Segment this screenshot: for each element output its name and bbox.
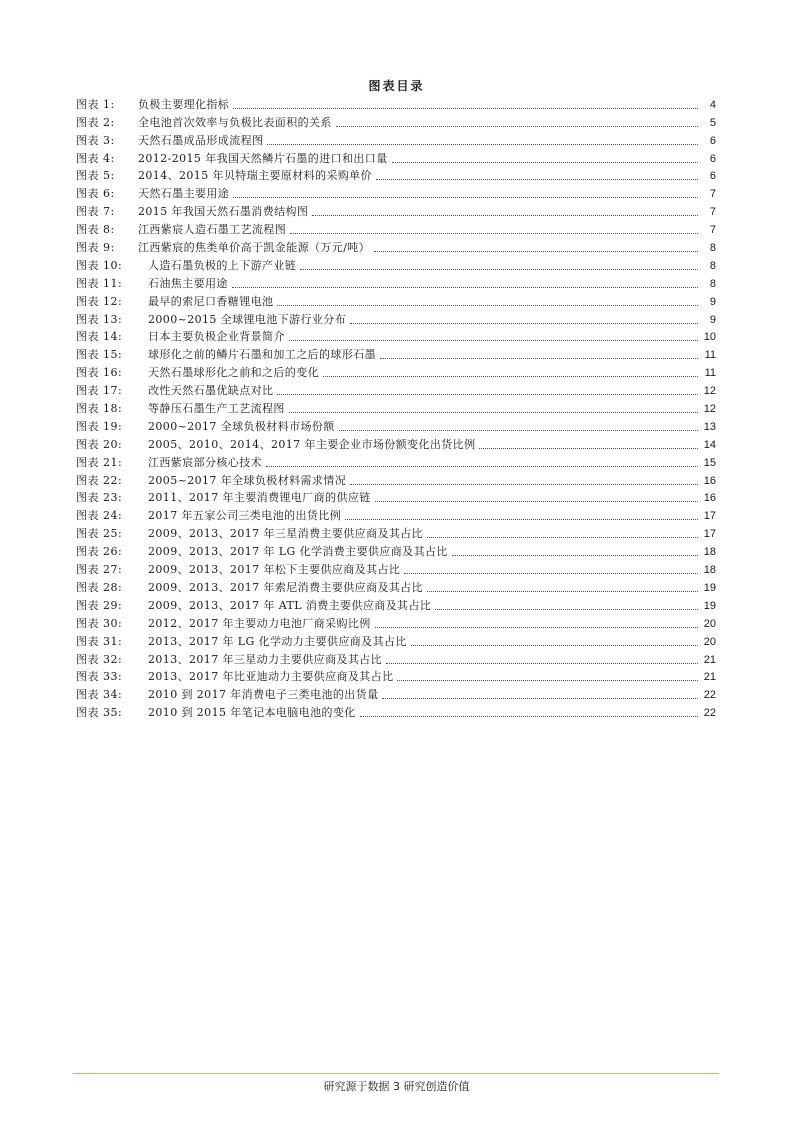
toc-entry-number: 图表 5: — [76, 169, 115, 183]
toc-entry-page: 21 — [703, 671, 716, 684]
toc-entry-number: 图表 28: — [76, 580, 123, 594]
footer-text: 研究源于数据 3 研究创造价值 — [323, 1080, 470, 1093]
dot-leader — [312, 214, 698, 216]
toc-entry[interactable] — [76, 273, 716, 291]
toc-entry-title: 最早的索尼口香糖锂电池 — [138, 295, 275, 309]
toc-entry-title: 2010 到 2015 年笔记本电脑电池的变化 — [138, 706, 358, 720]
page-title: 图表目录 — [368, 79, 425, 93]
toc-entry-title: 2009、2013、2017 年松下主要供应商及其占比 — [138, 563, 402, 577]
toc-entry[interactable] — [76, 505, 716, 523]
toc-entry-title: 2012-2015 年我国天然鳞片石墨的进口和出口量 — [138, 151, 388, 165]
toc-entry-number: 图表 6: — [76, 187, 115, 201]
toc-entry-title: 全电池首次效率与负极比表面积的关系 — [138, 115, 332, 129]
toc-entry-title: 2010 到 2017 年消费电子三类电池的出货量 — [138, 688, 380, 702]
toc-entry-page: 11 — [704, 367, 716, 380]
toc-entry-page: 18 — [703, 564, 716, 577]
toc-entry-title: 2013、2017 年三星动力主要供应商及其占比 — [138, 653, 384, 667]
toc-entry-number: 图表 19: — [76, 419, 123, 433]
toc-entry-page: 11 — [704, 349, 716, 362]
dot-leader — [360, 715, 698, 717]
toc-entry-page: 14 — [703, 438, 716, 451]
toc-entry[interactable] — [76, 649, 716, 667]
toc-entry[interactable] — [76, 631, 716, 649]
toc-entry-page: 8 — [709, 259, 716, 272]
table-of-figures — [76, 94, 716, 720]
toc-entry[interactable] — [76, 488, 716, 506]
toc-entry-page: 9 — [709, 313, 716, 326]
toc-entry-page: 4 — [709, 98, 716, 111]
toc-entry-page: 17 — [703, 510, 716, 523]
toc-entry-title: 2005~2017 年全球负极材料需求情况 — [138, 474, 348, 488]
dot-leader — [267, 143, 698, 145]
toc-entry-number: 图表 32: — [76, 652, 123, 666]
dot-leader — [232, 286, 698, 288]
dot-leader — [411, 644, 698, 646]
dot-leader — [233, 196, 698, 198]
toc-entry[interactable] — [76, 380, 716, 398]
toc-entry-title: 人造石墨负极的上下游产业链 — [138, 259, 298, 273]
toc-entry-page: 16 — [703, 474, 716, 487]
dot-leader — [386, 662, 698, 664]
dot-leader — [290, 232, 698, 234]
toc-entry-page: 7 — [709, 188, 716, 201]
toc-entry-number: 图表 25: — [76, 527, 123, 541]
dot-leader — [427, 536, 698, 538]
toc-entry-number: 图表 7: — [76, 205, 115, 219]
toc-entry-number: 图表 2: — [76, 115, 115, 129]
toc-entry[interactable] — [76, 416, 716, 434]
toc-entry-number: 图表 14: — [76, 330, 123, 344]
toc-entry-number: 图表 11: — [76, 276, 123, 290]
toc-entry[interactable] — [76, 130, 716, 148]
toc-entry[interactable] — [76, 667, 716, 685]
toc-entry-number: 图表 30: — [76, 616, 123, 630]
toc-entry-title: 等静压石墨生产工艺流程图 — [138, 402, 287, 416]
toc-entry[interactable] — [76, 183, 716, 201]
toc-entry-number: 图表 29: — [76, 598, 123, 612]
toc-entry-number: 图表 13: — [76, 312, 123, 326]
toc-entry-number: 图表 22: — [76, 473, 123, 487]
toc-entry-page: 13 — [703, 420, 716, 433]
toc-entry-title: 2009、2013、2017 年 ATL 消费主要供应商及其占比 — [138, 599, 433, 613]
toc-entry-number: 图表 16: — [76, 366, 123, 380]
footer-divider — [73, 1073, 719, 1074]
toc-entry-title: 改性天然石墨优缺点对比 — [138, 384, 275, 398]
toc-entry-title: 江西紫宸部分核心技术 — [138, 456, 264, 470]
dot-leader — [435, 608, 698, 610]
dot-leader — [392, 161, 698, 163]
toc-entry-page: 16 — [703, 492, 716, 505]
toc-entry-title: 2009、2013、2017 年三星消费主要供应商及其占比 — [138, 527, 425, 541]
toc-entry-title: 2005、2010、2014、2017 年主要企业市场份额变化出货比例 — [138, 438, 477, 452]
dot-leader — [277, 304, 698, 306]
toc-entry-number: 图表 21: — [76, 455, 123, 469]
toc-entry[interactable] — [76, 255, 716, 273]
toc-entry-number: 图表 10: — [76, 258, 123, 272]
toc-entry[interactable] — [76, 94, 716, 112]
toc-entry-title: 2009、2013、2017 年索尼消费主要供应商及其占比 — [138, 581, 425, 595]
toc-entry[interactable] — [76, 434, 716, 452]
dot-leader — [266, 465, 698, 467]
toc-entry-title: 天然石墨球形化之前和之后的变化 — [138, 366, 321, 380]
toc-entry-title: 2017 年五家公司三类电池的出货比例 — [138, 509, 343, 523]
toc-entry-page: 9 — [709, 295, 716, 308]
toc-entry-page: 20 — [703, 617, 716, 630]
toc-entry[interactable] — [76, 201, 716, 219]
toc-entry[interactable] — [76, 470, 716, 488]
toc-entry-title: 2013、2017 年比亚迪动力主要供应商及其占比 — [138, 670, 395, 684]
dot-leader — [380, 357, 698, 359]
toc-entry-number: 图表 9: — [76, 241, 115, 255]
toc-entry[interactable] — [76, 291, 716, 309]
toc-entry-page: 6 — [709, 152, 716, 165]
toc-entry-page: 15 — [703, 456, 716, 469]
dot-leader — [452, 554, 698, 556]
dot-leader — [300, 268, 698, 270]
toc-entry-page: 20 — [703, 635, 716, 648]
dot-leader — [323, 375, 698, 377]
toc-entry-number: 图表 15: — [76, 348, 123, 362]
toc-entry[interactable] — [76, 112, 716, 130]
toc-entry[interactable] — [76, 327, 716, 345]
toc-entry-title: 江西紫宸人造石墨工艺流程图 — [138, 223, 287, 237]
toc-entry[interactable] — [76, 702, 716, 720]
toc-entry-title: 天然石墨成品形成流程图 — [138, 133, 264, 147]
toc-entry[interactable] — [76, 148, 716, 166]
toc-entry-number: 图表 12: — [76, 294, 123, 308]
toc-entry[interactable] — [76, 398, 716, 416]
toc-entry[interactable] — [76, 613, 716, 631]
toc-entry[interactable] — [76, 344, 716, 362]
toc-entry-page: 22 — [703, 689, 716, 702]
toc-entry-number: 图表 18: — [76, 402, 123, 416]
toc-entry-page: 8 — [709, 242, 716, 255]
toc-entry-page: 10 — [703, 331, 716, 344]
toc-entry-page: 19 — [703, 581, 716, 594]
toc-entry-number: 图表 1: — [76, 97, 115, 111]
toc-entry-number: 图表 17: — [76, 384, 123, 398]
toc-entry-page: 5 — [709, 116, 716, 129]
toc-entry[interactable] — [76, 523, 716, 541]
dot-leader — [350, 322, 698, 324]
toc-entry[interactable] — [76, 219, 716, 237]
dot-leader — [375, 626, 698, 628]
toc-entry-page: 18 — [703, 546, 716, 559]
toc-entry-page: 7 — [709, 224, 716, 237]
dot-leader — [233, 107, 698, 109]
toc-entry[interactable] — [76, 237, 716, 255]
toc-entry-title: 天然石墨主要用途 — [138, 187, 230, 201]
toc-entry[interactable] — [76, 309, 716, 327]
dot-leader — [336, 125, 698, 127]
toc-entry[interactable] — [76, 362, 716, 380]
toc-entry-number: 图表 26: — [76, 545, 123, 559]
dot-leader — [397, 679, 698, 681]
dot-leader — [345, 518, 698, 520]
dot-leader — [289, 339, 698, 341]
dot-leader — [339, 429, 698, 431]
toc-entry-title: 负极主要理化指标 — [138, 97, 230, 111]
dot-leader — [277, 393, 698, 395]
toc-entry-number: 图表 31: — [76, 634, 123, 648]
toc-entry-number: 图表 20: — [76, 437, 123, 451]
toc-entry-title: 球形化之前的鳞片石墨和加工之后的球形石墨 — [138, 348, 378, 362]
dot-leader — [289, 411, 698, 413]
toc-entry[interactable] — [76, 595, 716, 613]
dot-leader — [374, 250, 698, 252]
toc-entry-title: 2000~2017 全球负极材料市场份额 — [138, 420, 337, 434]
dot-leader — [382, 697, 698, 699]
toc-entry-title: 江西紫宸的焦类单价高于凯金能源（万元/吨） — [138, 241, 371, 255]
toc-entry-page: 12 — [703, 403, 716, 416]
toc-entry-number: 图表 35: — [76, 706, 123, 720]
toc-entry[interactable] — [76, 452, 716, 470]
toc-entry-page: 6 — [709, 134, 716, 147]
toc-entry-number: 图表 27: — [76, 563, 123, 577]
toc-entry-number: 图表 33: — [76, 670, 123, 684]
toc-entry-title: 2012、2017 年主要动力电池厂商采购比例 — [138, 617, 373, 631]
dot-leader — [479, 447, 698, 449]
toc-entry-page: 22 — [703, 707, 716, 720]
toc-entry[interactable] — [76, 559, 716, 577]
toc-entry-number: 图表 34: — [76, 688, 123, 702]
toc-entry-page: 19 — [703, 599, 716, 612]
toc-entry-number: 图表 23: — [76, 491, 123, 505]
toc-entry-title: 日本主要负极企业背景简介 — [138, 330, 287, 344]
toc-entry-title: 2011、2017 年主要消费锂电厂商的供应链 — [138, 491, 373, 505]
toc-entry-title: 2014、2015 年贝特瑞主要原材料的采购单价 — [138, 169, 373, 183]
toc-entry-page: 21 — [703, 653, 716, 666]
toc-entry-number: 图表 4: — [76, 151, 115, 165]
toc-entry-title: 2009、2013、2017 年 LG 化学消费主要供应商及其占比 — [138, 545, 450, 559]
toc-entry-page: 12 — [703, 385, 716, 398]
toc-entry[interactable] — [76, 541, 716, 559]
toc-entry-title: 2015 年我国天然石墨消费结构图 — [138, 205, 309, 219]
dot-leader — [375, 500, 698, 502]
dot-leader — [427, 590, 698, 592]
toc-entry-number: 图表 8: — [76, 223, 115, 237]
toc-entry[interactable] — [76, 684, 716, 702]
dot-leader — [404, 572, 698, 574]
toc-entry-title: 2013、2017 年 LG 化学动力主要供应商及其占比 — [138, 635, 409, 649]
toc-entry-number: 图表 3: — [76, 133, 115, 147]
toc-entry-page: 8 — [709, 277, 716, 290]
toc-entry-page: 17 — [703, 528, 716, 541]
toc-entry[interactable] — [76, 166, 716, 184]
toc-entry-title: 石油焦主要用途 — [138, 277, 230, 291]
dot-leader — [376, 178, 698, 180]
toc-entry-page: 7 — [709, 206, 716, 219]
toc-entry-page: 6 — [709, 170, 716, 183]
toc-entry-title: 2000~2015 全球锂电池下游行业分布 — [138, 313, 348, 327]
toc-entry-number: 图表 24: — [76, 509, 123, 523]
dot-leader — [350, 483, 698, 485]
toc-entry[interactable] — [76, 577, 716, 595]
